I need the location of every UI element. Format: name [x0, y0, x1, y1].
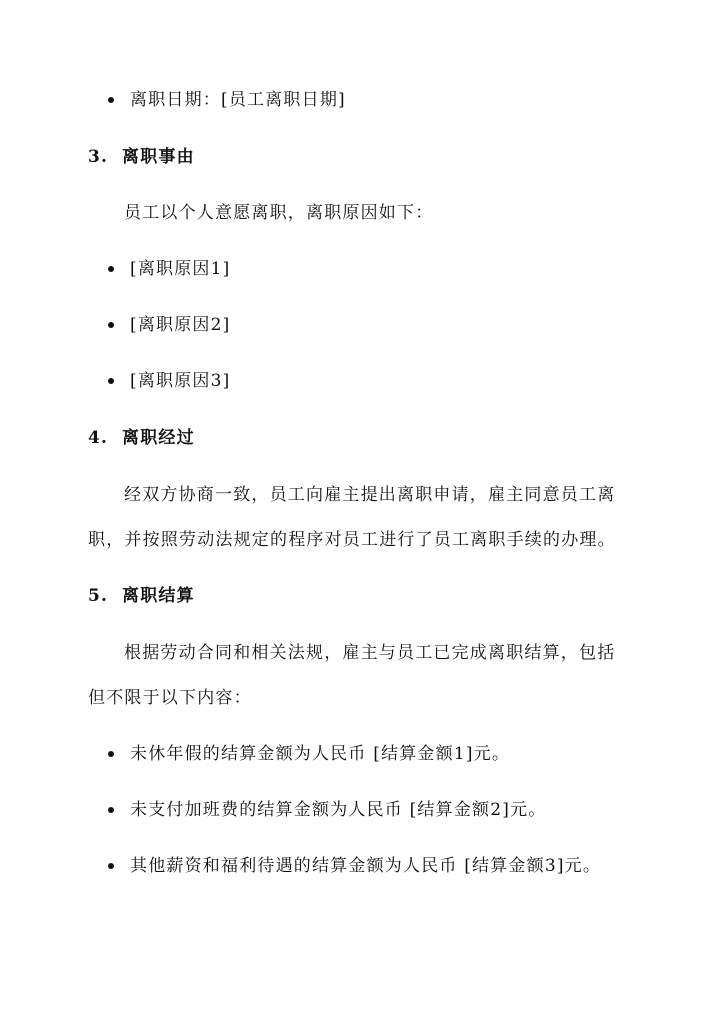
list-item-text: 其他薪资和福利待遇的结算金额为人民币 [结算金额3]元。 — [130, 856, 602, 876]
list-item-text: [离职原因3] — [130, 371, 231, 391]
list-item-text: 离职日期：[员工离职日期] — [130, 90, 346, 110]
bullet-dot-icon — [108, 863, 114, 869]
bullet-dot-icon — [108, 378, 114, 384]
paragraph-line: 但不限于以下内容： — [88, 688, 252, 708]
paragraph-line: 职，并按照劳动法规定的程序对员工进行了员工离职手续的办理。 — [88, 530, 616, 550]
list-item-text: [离职原因2] — [130, 315, 231, 335]
list-item — [108, 313, 230, 337]
section-title: 离职结算 — [122, 586, 195, 606]
bullet-dot-icon — [108, 322, 114, 328]
list-item — [108, 369, 230, 393]
section-number: 4. — [88, 428, 109, 448]
paragraph-line: 根据劳动合同和相关法规，雇主与员工已完成离职结算，包括 — [124, 643, 616, 663]
list-item — [108, 88, 346, 112]
section-title: 离职经过 — [122, 428, 195, 448]
bullet-dot-icon — [108, 97, 114, 103]
list-item — [108, 257, 230, 281]
list-item-text: 未休年假的结算金额为人民币 [结算金额1]元。 — [130, 744, 511, 764]
section-number: 3. — [88, 147, 109, 167]
paragraph-line: 经双方协商一致，员工向雇主提出离职申请，雇主同意员工离 — [124, 485, 616, 505]
section-number: 5. — [88, 586, 109, 606]
section-title: 离职事由 — [122, 147, 195, 167]
bullet-dot-icon — [108, 266, 114, 272]
list-item-text: 未支付加班费的结算金额为人民币 [结算金额2]元。 — [130, 800, 547, 820]
list-item — [108, 854, 601, 878]
list-item — [108, 742, 510, 766]
list-item — [108, 798, 546, 822]
section-heading — [88, 426, 195, 450]
list-item-text: [离职原因1] — [130, 259, 231, 279]
paragraph: 员工以个人意愿离职，离职原因如下： — [124, 203, 434, 223]
section-heading — [88, 584, 195, 608]
bullet-dot-icon — [108, 807, 114, 813]
bullet-dot-icon — [108, 751, 114, 757]
section-heading — [88, 145, 195, 169]
